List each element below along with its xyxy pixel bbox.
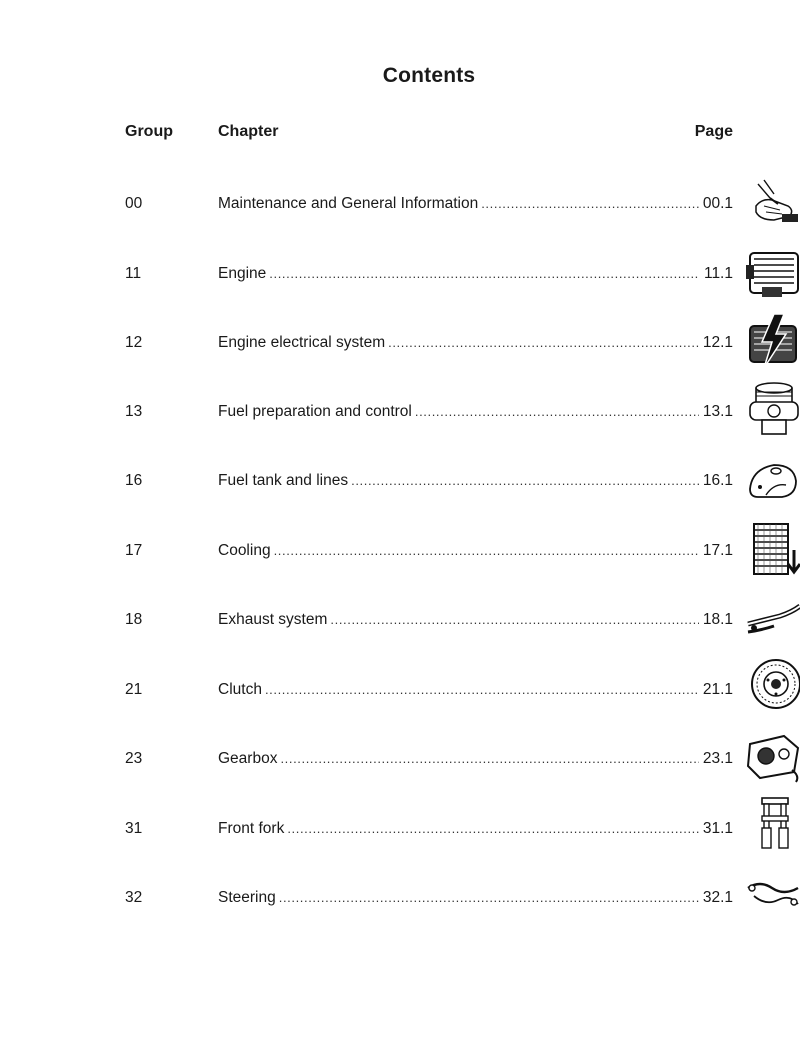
toc-page-number: 11.1 [703, 265, 733, 282]
toc-chapter-title: Exhaust system [218, 611, 328, 628]
lightning-engine-icon [744, 312, 800, 370]
toc-page-number: 21.1 [702, 681, 733, 698]
toc-page-number: 16.1 [702, 472, 733, 489]
toc-entry-engine[interactable] [0, 255, 800, 295]
dot-leader [280, 751, 698, 766]
toc-entry-steering[interactable] [0, 879, 800, 919]
fuel-tank-icon [744, 455, 800, 513]
dot-leader [330, 612, 698, 627]
toc-chapter-title: Engine [218, 265, 267, 282]
dot-leader [481, 196, 699, 211]
hand-tool-icon [744, 176, 800, 234]
toc-group-number: 21 [125, 681, 143, 698]
toc-group-number: 31 [125, 820, 143, 837]
toc-entry-fuel-preparation[interactable] [0, 393, 800, 433]
steering-cable-icon [744, 866, 800, 924]
toc-chapter-title: Maintenance and General Information [218, 195, 479, 212]
column-header-chapter: Chapter [218, 123, 279, 140]
dot-leader [415, 404, 699, 419]
toc-page-number: 13.1 [702, 403, 733, 420]
engine-icon [744, 245, 800, 303]
page-title: Contents [382, 64, 476, 87]
carburetor-icon [744, 380, 800, 438]
toc-entry-clutch[interactable] [0, 671, 800, 711]
toc-page-number: 23.1 [702, 750, 733, 767]
dot-leader [287, 821, 699, 836]
dot-leader [279, 890, 699, 905]
toc-chapter-title: Fuel preparation and control [218, 403, 412, 420]
toc-chapter-title: Engine electrical system [218, 334, 386, 351]
toc-group-number: 00 [125, 195, 143, 212]
toc-group-number: 17 [125, 542, 143, 559]
toc-page-number: 32.1 [702, 889, 733, 906]
dot-leader [388, 335, 699, 350]
toc-group-number: 16 [125, 472, 143, 489]
toc-entry-front-fork[interactable] [0, 810, 800, 850]
toc-entry-cooling[interactable] [0, 532, 800, 572]
dot-leader [265, 682, 699, 697]
toc-entry-engine-electrical[interactable] [0, 324, 800, 364]
column-header-group: Group [125, 123, 173, 140]
toc-page-number: 31.1 [702, 820, 733, 837]
toc-chapter-title: Gearbox [218, 750, 278, 767]
toc-page-number: 12.1 [702, 334, 733, 351]
toc-group-number: 12 [125, 334, 143, 351]
toc-chapter-title: Cooling [218, 542, 271, 559]
toc-group-number: 18 [125, 611, 143, 628]
exhaust-pipe-icon [744, 594, 800, 652]
toc-page-number: 00.1 [702, 195, 733, 212]
clutch-disc-icon [744, 654, 800, 712]
toc-chapter-title: Front fork [218, 820, 285, 837]
toc-group-number: 32 [125, 889, 143, 906]
toc-chapter-title: Clutch [218, 681, 262, 698]
toc-group-number: 23 [125, 750, 143, 767]
toc-group-number: 11 [125, 265, 142, 282]
dot-leader [351, 473, 699, 488]
toc-entry-fuel-tank[interactable] [0, 462, 800, 502]
gearbox-icon [744, 726, 800, 784]
toc-entry-gearbox[interactable] [0, 740, 800, 780]
front-fork-icon [744, 796, 800, 854]
dot-leader [274, 543, 699, 558]
toc-entry-exhaust[interactable] [0, 601, 800, 641]
toc-page-number: 17.1 [702, 542, 733, 559]
column-header-page: Page [694, 123, 733, 140]
toc-group-number: 13 [125, 403, 143, 420]
dot-leader [269, 266, 700, 281]
toc-chapter-title: Steering [218, 889, 276, 906]
toc-page-number: 18.1 [702, 611, 733, 628]
radiator-icon [744, 520, 800, 578]
toc-chapter-title: Fuel tank and lines [218, 472, 349, 489]
toc-entry-maintenance[interactable] [0, 185, 800, 225]
